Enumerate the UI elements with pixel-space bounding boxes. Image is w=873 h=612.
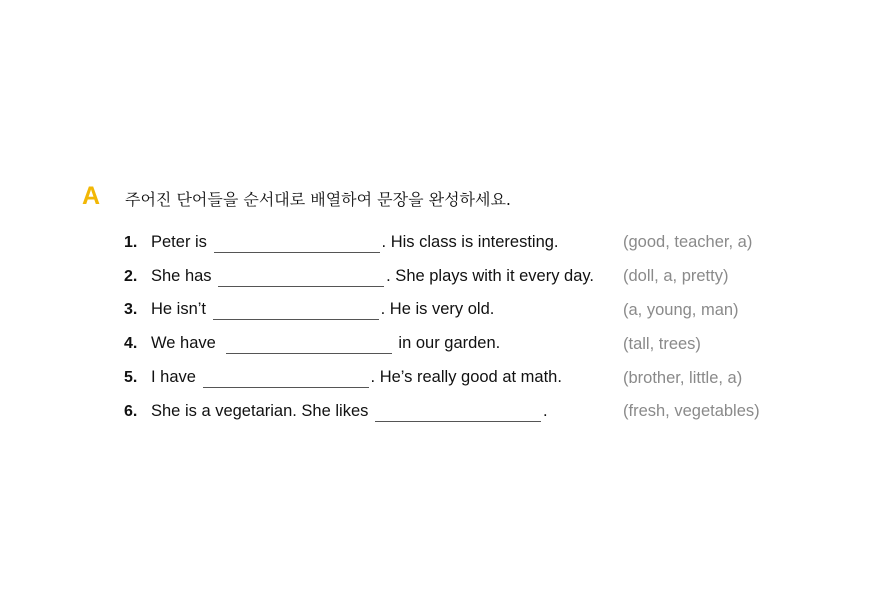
word-hint: (good, teacher, a)	[623, 233, 753, 252]
sentence-after: .	[542, 401, 548, 420]
sentence	[151, 334, 500, 354]
sentence-before: We have	[151, 334, 216, 353]
word-hint: (fresh, vegetables)	[623, 402, 760, 421]
exercise-item-2	[124, 260, 824, 294]
sentence	[151, 300, 494, 320]
answer-blank[interactable]	[214, 234, 380, 253]
exercise-item-4	[124, 327, 824, 361]
sentence-after: . She plays with it every day.	[386, 266, 595, 285]
answer-blank[interactable]	[218, 268, 384, 287]
item-number: 1.	[124, 233, 138, 251]
instruction-text: 주어진 단어들을 순서대로 배열하여 문장을 완성하세요.	[125, 190, 512, 209]
exercise-item-1	[124, 226, 824, 260]
sentence-after: . His class is interesting.	[381, 232, 559, 251]
item-number: 3.	[124, 301, 138, 319]
sentence	[151, 267, 594, 287]
answer-blank[interactable]	[375, 403, 541, 422]
section-letter: A	[82, 182, 101, 210]
sentence-before: I have	[151, 368, 196, 387]
sentence	[151, 402, 548, 422]
word-hint: (tall, trees)	[623, 334, 701, 353]
word-hint: (doll, a, pretty)	[623, 267, 729, 286]
sentence-before: She has	[151, 266, 212, 285]
exercise-item-3	[124, 294, 824, 328]
sentence	[151, 233, 559, 253]
answer-blank[interactable]	[203, 369, 369, 388]
word-hint: (a, young, man)	[623, 300, 739, 319]
answer-blank[interactable]	[226, 335, 392, 354]
sentence-after: . He is very old.	[380, 300, 495, 319]
exercise-list	[124, 226, 824, 429]
sentence-before: She is a vegetarian. She likes	[151, 401, 369, 420]
sentence-after: . He’s really good at math.	[370, 368, 562, 387]
item-number: 5.	[124, 369, 138, 387]
sentence-before: He isn’t	[151, 300, 207, 319]
answer-blank[interactable]	[213, 301, 379, 320]
item-number: 4.	[124, 335, 138, 353]
item-number: 6.	[124, 402, 138, 420]
exercise-item-5	[124, 361, 824, 395]
sentence-before: Peter is	[151, 232, 207, 251]
sentence-after: in our garden.	[398, 334, 501, 353]
exercise-item-6	[124, 395, 824, 429]
item-number: 2.	[124, 267, 138, 285]
sentence	[151, 368, 562, 388]
word-hint: (brother, little, a)	[623, 368, 743, 387]
